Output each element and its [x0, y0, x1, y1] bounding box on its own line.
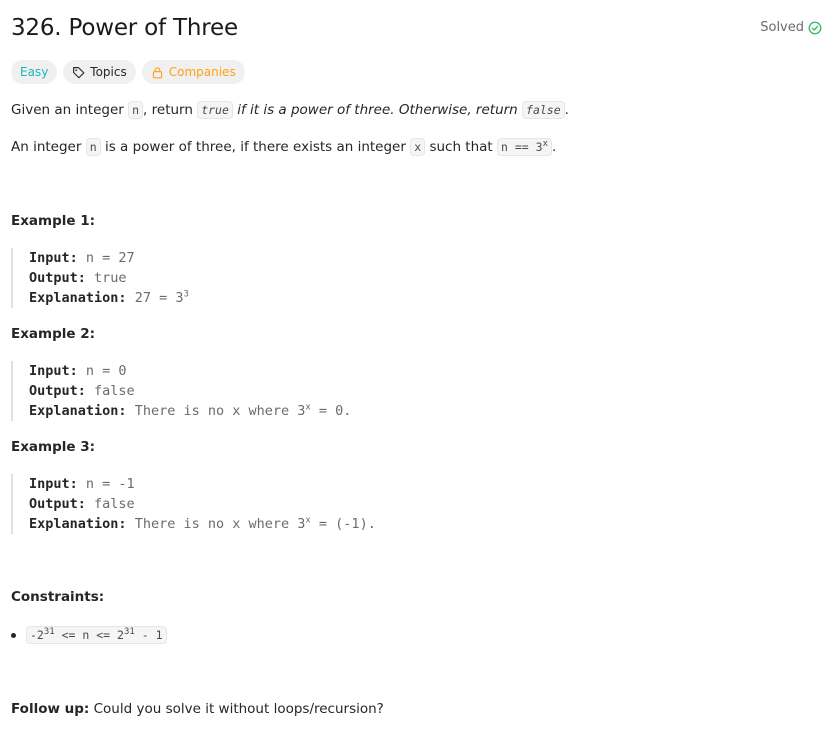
tag-icon: [72, 66, 85, 79]
inline-code: x: [410, 138, 425, 156]
example-output-line: [29, 494, 376, 514]
italic-text: if it is a power of three. Otherwise, return: [232, 102, 523, 118]
input-label: Input:: [29, 476, 78, 492]
follow-up-label: Follow up:: [11, 701, 90, 717]
example-3-block: [11, 474, 376, 534]
code-text: - 1: [134, 628, 163, 642]
topics-label: Topics: [90, 65, 127, 79]
text: is a power of three, if there exists an integer: [100, 139, 411, 155]
text: Given an integer: [11, 102, 129, 118]
constraint-item: [11, 626, 167, 644]
follow-up-text: Could you solve it without loops/recursion?: [89, 701, 384, 717]
output-value: false: [94, 383, 135, 399]
explanation-tail: = (-1).: [310, 516, 376, 532]
example-2-title: Example 2:: [11, 326, 96, 342]
inline-code: false: [522, 101, 565, 119]
explanation-label: Explanation:: [29, 516, 127, 532]
difficulty-label: Easy: [20, 65, 49, 79]
example-explanation-line: [29, 514, 376, 534]
explanation-text: 27 = 3: [134, 290, 184, 306]
constraints-title: Constraints:: [11, 589, 105, 605]
inline-code: [497, 138, 552, 156]
description-paragraph-1: [11, 102, 569, 118]
code-text: n == 3: [501, 140, 543, 154]
solved-status: [760, 20, 822, 35]
topics-button[interactable]: [63, 60, 135, 84]
superscript: x: [305, 515, 311, 526]
inline-code: true: [197, 101, 233, 119]
inline-code: n: [128, 101, 143, 119]
example-2-block: [11, 361, 351, 421]
example-output-line: [29, 268, 189, 288]
output-value: false: [94, 496, 135, 512]
input-label: Input:: [29, 363, 78, 379]
code-text: -2: [30, 628, 44, 642]
superscript: x: [305, 402, 311, 413]
inline-code: n: [86, 138, 101, 156]
explanation-text: There is no x where 3: [134, 403, 306, 419]
superscript: x: [542, 139, 548, 150]
text: such that: [425, 139, 498, 155]
companies-button[interactable]: [142, 60, 245, 84]
output-label: Output:: [29, 496, 86, 512]
example-1-title: Example 1:: [11, 213, 96, 229]
superscript: 31: [43, 627, 55, 638]
example-input-line: [29, 248, 189, 268]
lock-icon: [151, 66, 164, 79]
output-value: true: [94, 270, 127, 286]
explanation-label: Explanation:: [29, 290, 127, 306]
explanation-tail: = 0.: [310, 403, 352, 419]
input-value: n = 0: [85, 363, 127, 379]
superscript: 31: [123, 627, 135, 638]
example-input-line: [29, 474, 376, 494]
input-value: n = -1: [85, 476, 135, 492]
text: .: [551, 139, 557, 155]
bullet-dot: [11, 633, 16, 638]
example-output-line: [29, 381, 351, 401]
text: , return: [143, 102, 198, 118]
code-text: <= n <= 2: [54, 628, 124, 642]
example-explanation-line: [29, 288, 189, 308]
superscript: 3: [183, 289, 189, 300]
companies-label: Companies: [168, 65, 236, 79]
description-paragraph-2: [11, 139, 556, 155]
solved-label: Solved: [760, 20, 804, 35]
problem-title: 326. Power of Three: [11, 15, 238, 41]
output-label: Output:: [29, 383, 86, 399]
example-explanation-line: [29, 401, 351, 421]
tag-row: [11, 60, 245, 84]
example-input-line: [29, 361, 351, 381]
output-label: Output:: [29, 270, 86, 286]
follow-up: [11, 701, 384, 717]
text: .: [564, 102, 569, 118]
input-label: Input:: [29, 250, 78, 266]
explanation-text: There is no x where 3: [134, 516, 306, 532]
text: An integer: [11, 139, 86, 155]
example-3-title: Example 3:: [11, 439, 96, 455]
constraint-code: [26, 626, 167, 644]
explanation-label: Explanation:: [29, 403, 127, 419]
example-1-block: [11, 248, 189, 308]
check-circle-icon: [808, 21, 822, 35]
input-value: n = 27: [85, 250, 135, 266]
difficulty-badge[interactable]: [11, 60, 57, 84]
